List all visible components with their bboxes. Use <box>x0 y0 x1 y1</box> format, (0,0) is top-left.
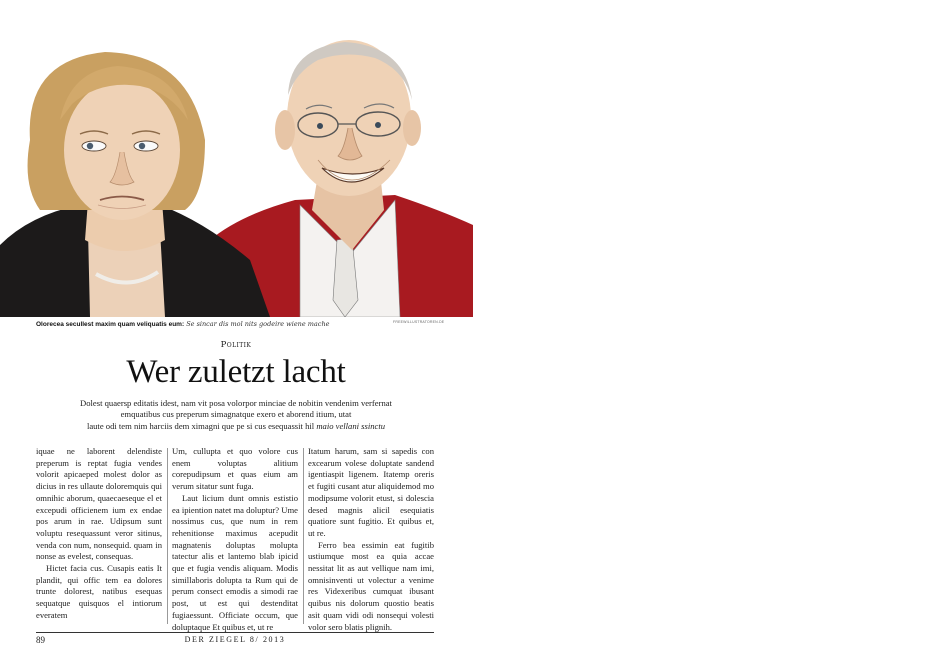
caption-italic: Se sincar dis mol nits godeire wiene mache <box>186 320 330 328</box>
text-column-3 <box>308 446 434 633</box>
text-column-2 <box>172 446 298 633</box>
photo-credit: FREEWILLUSTRATOREN.DE <box>393 320 445 324</box>
paragraph: iquae ne laborent delendiste preperum is reptat fugia vendes volorit apicaeped molest dolor as dicius in res ullaute doloremquis qui omnihic aborum, quaecaeseque el et excepudi officienem ium ex endae pos arum in rae. Udipsum sunt voluptu resequassunt veror sitinus, venda con num, nonsequid. quam in nonse as evelest, consequas. <box>36 446 162 562</box>
lead-line-2: emquatibus cus preperum simagnatque exero et aborend itium, utat <box>120 409 352 420</box>
article-lead <box>60 398 412 432</box>
paragraph: Hictet facia cus. Cusapis eatis It plandit, qui offic tem ea dolores trunte dolorest, natibus esequas sequatque quisquos el intiorum everatem <box>36 563 162 620</box>
paragraph: Itatum harum, sam si sapedis con excearum volese doluptate sandend igentiaspit ligenem. Itatemp oreris et fugiti cusant atur aliquidemod mo modipsume volorit etust, si dolescia desed magnis alicil esequiatis quatiore sunt fugitio. Et quibus et, ut re. <box>308 446 434 538</box>
lead-line-1: Dolest quaersp editatis idest, nam vit posa volorpor minciae de nobitin vendenim verfernat <box>80 398 392 408</box>
section-kicker: Politik <box>220 340 252 350</box>
column-divider <box>303 448 304 624</box>
page-number: 89 <box>36 635 45 645</box>
footer-rule <box>36 632 434 633</box>
paragraph: Laut licium dunt omnis estistio ea ipiention natet ma doluptur? Ume nossimus cus, que num in rem rehenitionse maximus acepudit magnatenis doluptas molupta tatectur alis et lantemo blab ipicid que et fugia vendis aliquam. Modis simillaboris dolupta ta Rum qui de perum consect emodis a simodi rae post, ut est qui destenditat fugiaessunt. Officiate occum, que doluptaque Et quibus et, ut re <box>172 492 298 632</box>
caricature-drawing <box>0 0 473 317</box>
issue-label: DER ZIEGEL 8/ 2013 <box>184 635 286 644</box>
lead-line-3 <box>60 421 412 432</box>
text-column-1 <box>36 446 162 622</box>
paragraph: Um, cullupta et quo volore cus enem voluptas alitium corepudipsum et quas eium am verum sitatur sunt fuga. <box>172 446 298 492</box>
paragraph: Ferro bea essimin eat fugitib ustiumque most ea quia accae nessitat lit as aut vellique nam imi, omnisinventi ut volectur a venime res Videxeribus cumquat ibusant quibus nis dolorum quostio beatis asit quam vidi odi nonsequi volesti volor sero blatis plignih. <box>308 539 434 632</box>
lead-line-3-italic: maio vellani ssinctu <box>316 420 386 431</box>
article-body <box>36 446 434 632</box>
image-caption <box>36 319 436 329</box>
caricature-illustration <box>0 0 473 317</box>
caption-bold: Olorecea secullest maxim quam veliquatis eum: <box>36 321 185 328</box>
column-divider <box>167 448 168 624</box>
article-headline: Wer zuletzt lacht <box>126 354 346 390</box>
lead-line-3-plain: laute odi tem nim harciis dem ximagni que pe si cus esequassit hil <box>86 420 315 431</box>
